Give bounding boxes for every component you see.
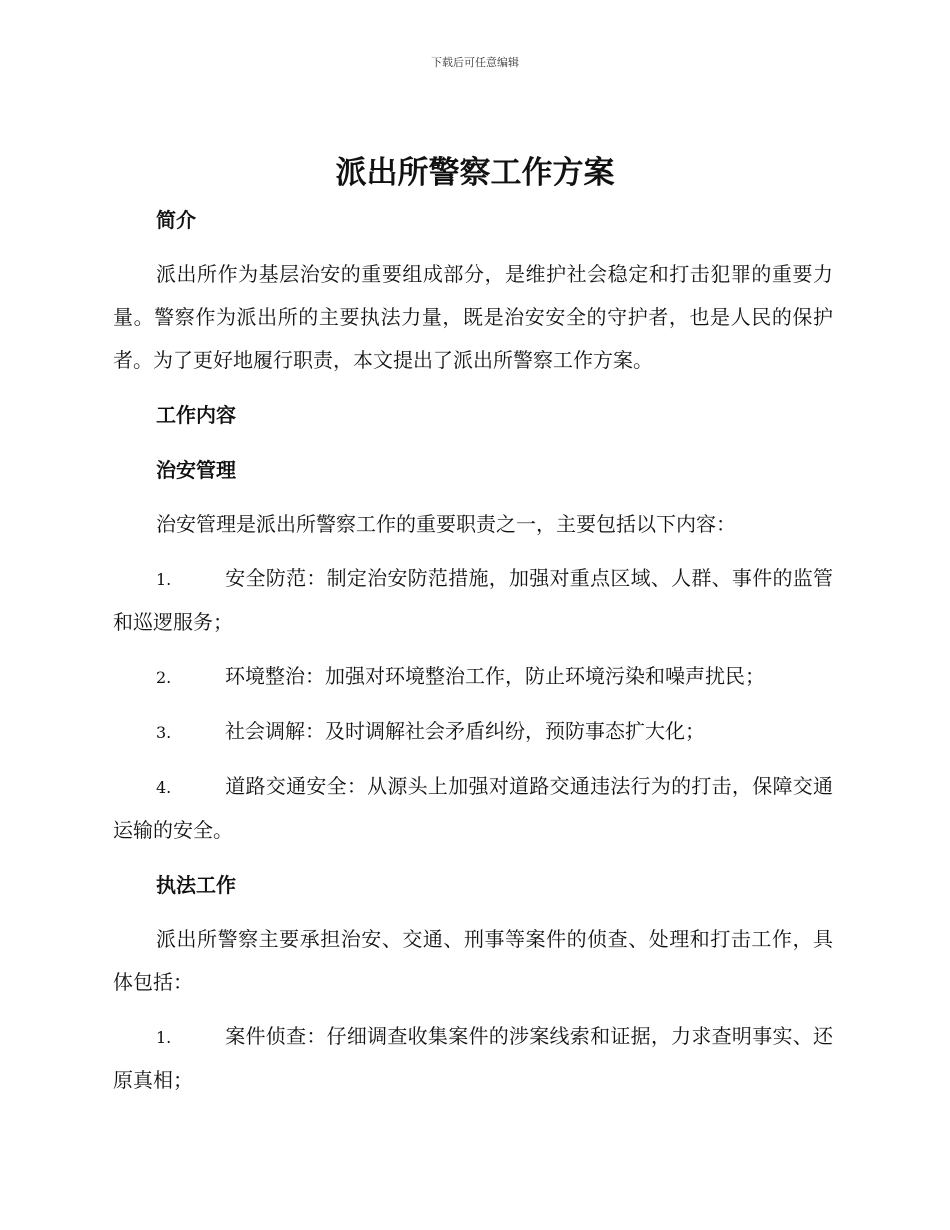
list-item-number: 2.: [156, 668, 172, 687]
intro-paragraph: 派出所作为基层治安的重要组成部分，是维护社会稳定和打击犯罪的重要力量。警察作为派出所的主要执法力量，既是治安安全的守护者，也是人民的保护者。为了更好地履行职责，本文提出了派出所警察工作方案。: [113, 262, 833, 372]
list-item-number: 4.: [156, 778, 172, 797]
list-item: [113, 710, 833, 754]
list-item-number: 3.: [156, 723, 172, 742]
enforcement-intro-paragraph: 派出所警察主要承担治安、交通、刑事等案件的侦查、处理和打击工作，具体包括：: [113, 927, 833, 994]
list-item-number: 1.: [156, 570, 172, 589]
list-item: [113, 557, 833, 644]
list-item: [113, 655, 833, 699]
list-item-text: 道路交通安全：从源头上加强对道路交通违法行为的打击，保障交通运输的安全。: [113, 774, 833, 842]
page-header-note: 下载后可任意编辑: [431, 56, 519, 69]
enforcement-heading: 执法工作: [156, 873, 236, 897]
intro-heading: 简介: [156, 208, 196, 232]
document-title: 派出所警察工作方案: [335, 155, 615, 191]
work-content-heading: 工作内容: [156, 403, 236, 427]
list-item-text: 环境整治：加强对环境整治工作，防止环境污染和噪声扰民；: [225, 664, 765, 688]
document-body: [113, 198, 833, 1113]
list-item-number: 1.: [156, 1028, 172, 1047]
list-item-text: 安全防范：制定治安防范措施，加强对重点区域、人群、事件的监管和巡逻服务；: [113, 566, 833, 634]
list-item: [113, 1015, 833, 1102]
list-item-text: 社会调解：及时调解社会矛盾纠纷，预防事态扩大化；: [225, 719, 705, 743]
list-item: [113, 765, 833, 852]
security-management-heading: 治安管理: [156, 458, 236, 482]
security-intro-paragraph: 治安管理是派出所警察工作的重要职责之一，主要包括以下内容：: [156, 512, 736, 536]
list-item-text: 案件侦查：仔细调查收集案件的涉案线索和证据，力求查明事实、还原真相；: [113, 1024, 833, 1092]
